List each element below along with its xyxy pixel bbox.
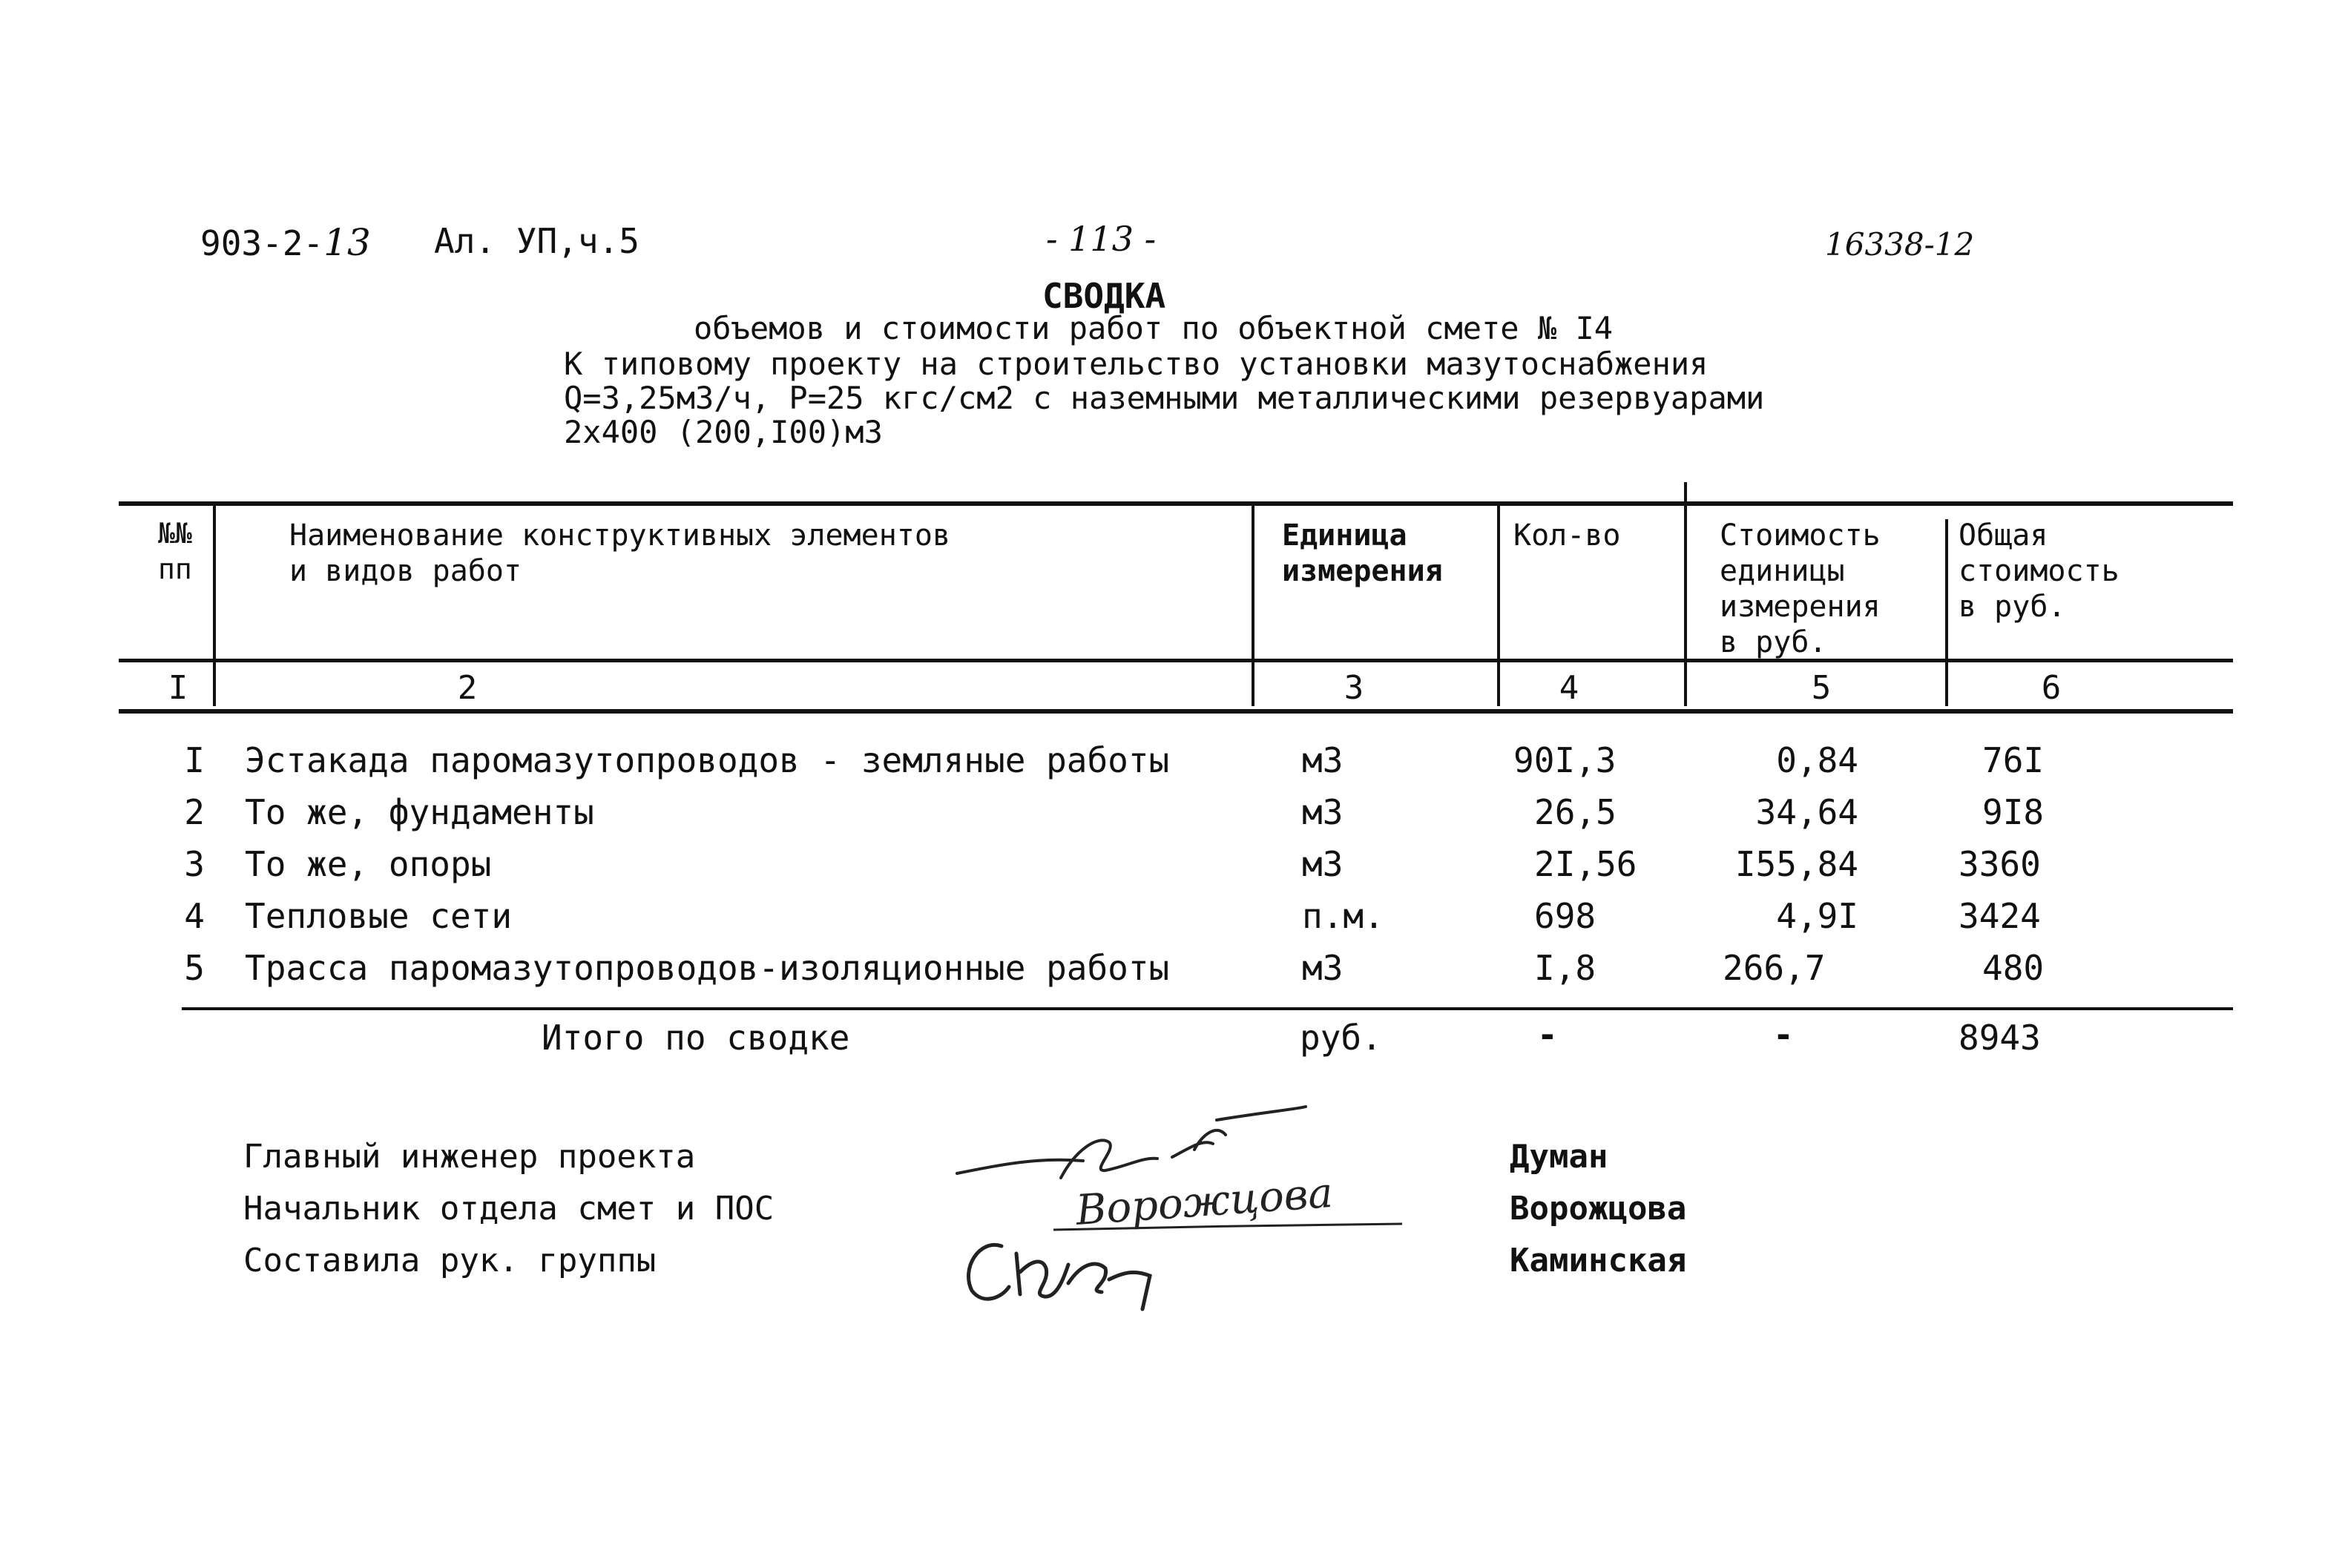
row-number: 3: [184, 844, 205, 884]
row-name: То же, опоры: [245, 844, 492, 884]
colnum-1: I: [168, 669, 188, 707]
row-total: 9I8: [1982, 792, 2045, 832]
body-bottom-rule: [182, 1007, 2233, 1010]
row-qty: I,8: [1534, 948, 1596, 988]
doc-code: [200, 221, 371, 264]
row-name: Трасса паромазутопроводов-изоляционные работы: [245, 948, 1170, 988]
row-unit: м3: [1302, 844, 1344, 884]
header-total: Общая стоимость в руб.: [1959, 518, 2120, 624]
row-qty: 2I,56: [1534, 844, 1637, 884]
total-unit-cost: -: [1773, 1015, 1794, 1055]
row-number: 4: [184, 896, 205, 936]
colnum-2: 2: [457, 669, 478, 707]
col-divider-4: [1684, 482, 1687, 706]
row-unit-cost: 34,64: [1755, 792, 1858, 832]
title-line-3: Q=3,25м3/ч, Р=25 кгс/см2 с наземными металлическими резервуарами: [564, 380, 1765, 416]
colnum-6: 6: [2041, 669, 2062, 707]
signature-name-chief-engineer: Думан: [1510, 1138, 1608, 1176]
row-qty: 90I,3: [1513, 740, 1617, 780]
row-number: 5: [184, 948, 205, 988]
handwritten-signature-3: [957, 1224, 1180, 1320]
row-qty: 26,5: [1534, 792, 1617, 832]
title-line-1: объемов и стоимости работ по объектной смете № I4: [694, 310, 1614, 346]
table-top-rule: [119, 501, 2233, 506]
signature-role-chief-engineer: Главный инженер проекта: [243, 1138, 696, 1176]
row-unit-cost: 266,7: [1723, 948, 1826, 988]
row-number: 2: [184, 792, 205, 832]
total-unit: руб.: [1300, 1018, 1382, 1058]
title-line-4: 2х400 (200,I00)м3: [564, 414, 883, 450]
row-unit: п.м.: [1302, 896, 1384, 936]
row-name: Эстакада паромазутопроводов - земляные работы: [245, 740, 1170, 780]
col-divider-3: [1497, 504, 1500, 706]
col-divider-5: [1945, 519, 1948, 706]
header-qty: Кол-во: [1513, 518, 1621, 553]
header-unit: Единица измерения: [1282, 518, 1443, 588]
col-divider-1: [213, 504, 216, 706]
header-name: Наименование конструктивных элементов и видов работ: [289, 518, 951, 588]
signature-role-compiler: Составила рук. группы: [243, 1242, 657, 1279]
row-unit-cost: I55,84: [1734, 844, 1858, 884]
total-label: Итого по сводке: [542, 1018, 850, 1058]
doc-title: СВОДКА: [1042, 276, 1166, 316]
colnum-5: 5: [1811, 669, 1832, 707]
colnum-bottom-rule: [119, 709, 2233, 714]
header-bottom-rule: [119, 659, 2233, 662]
row-unit-cost: 0,84: [1776, 740, 1858, 780]
doc-code-prefix: 903-2-: [200, 223, 324, 263]
header-unit-cost: Стоимость единицы измерения в руб.: [1720, 518, 1881, 659]
doc-code-handwritten: 13: [323, 221, 371, 264]
signature-role-dept-head: Начальник отдела смет и ПОС: [243, 1190, 775, 1228]
row-unit: м3: [1302, 740, 1344, 780]
row-unit: м3: [1302, 792, 1344, 832]
row-number: I: [184, 740, 205, 780]
album-ref: Ал. УП,ч.5: [434, 221, 639, 261]
total-sum: 8943: [1959, 1018, 2041, 1058]
handwritten-signature-2: Ворожцова: [1074, 1168, 1335, 1236]
row-name: Тепловые сети: [245, 896, 513, 936]
colnum-3: 3: [1344, 669, 1364, 707]
header-no: №№ пп: [158, 517, 192, 585]
colnum-4: 4: [1559, 669, 1579, 707]
signature-name-compiler: Каминская: [1510, 1242, 1687, 1279]
row-unit: м3: [1302, 948, 1344, 988]
title-line-2: К типовому проекту на строительство установки мазутоснабжения: [564, 346, 1709, 382]
doc-number: 16338-12: [1825, 226, 1975, 263]
row-total: 3360: [1959, 844, 2041, 884]
col-divider-2: [1252, 504, 1254, 706]
page-number: - 113 -: [1046, 219, 1157, 259]
signature-name-dept-head: Ворожцова: [1510, 1190, 1687, 1228]
total-qty: -: [1537, 1015, 1558, 1055]
row-name: То же, фундаменты: [245, 792, 594, 832]
row-qty: 698: [1534, 896, 1596, 936]
row-unit-cost: 4,9I: [1776, 896, 1858, 936]
row-total: 76I: [1982, 740, 2045, 780]
row-total: 3424: [1959, 896, 2041, 936]
row-total: 480: [1982, 948, 2045, 988]
